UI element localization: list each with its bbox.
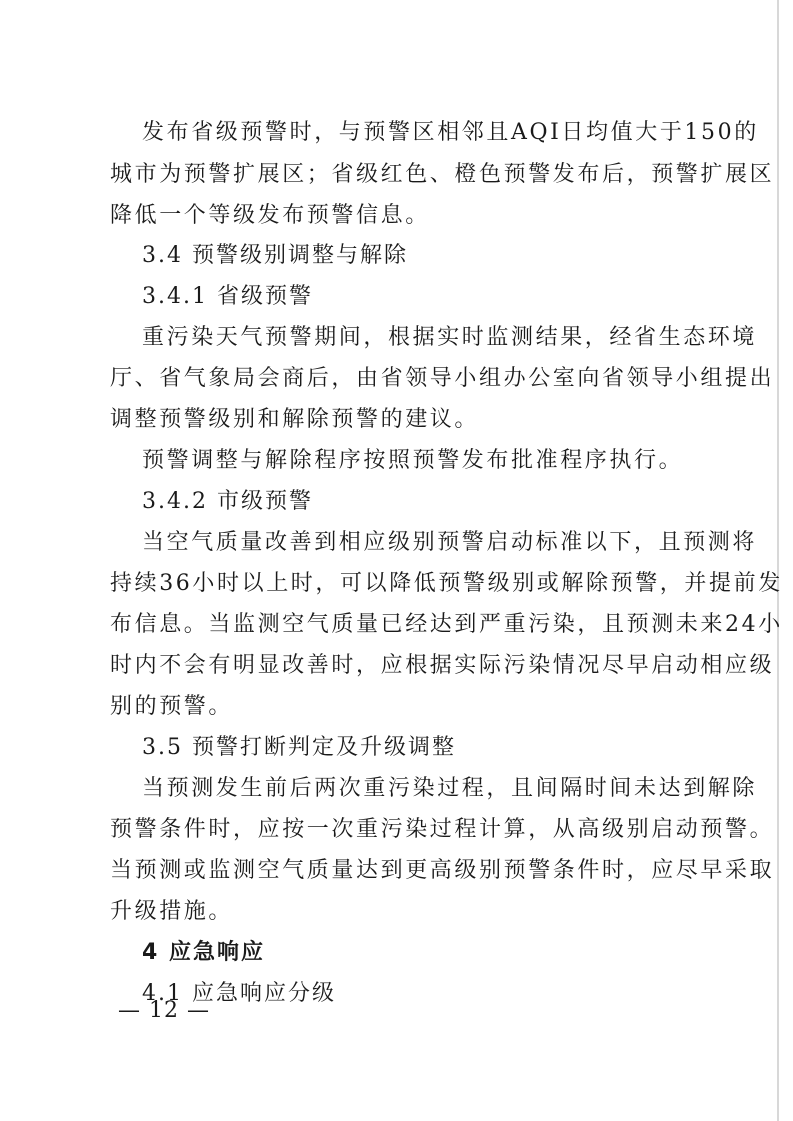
paragraph-line: 时内不会有明显改善时，应根据实际污染情况尽早启动相应级: [110, 653, 775, 678]
section-heading-3-4: 3.4 预警级别调整与解除: [142, 243, 408, 268]
paragraph-line: 厅、省气象局会商后，由省领导小组办公室向省领导小组提出: [110, 366, 775, 391]
paragraph-line: 当空气质量改善到相应级别预警启动标准以下，且预测将: [142, 530, 758, 555]
paragraph-line: 预警条件时，应按一次重污染过程计算，从高级别启动预警。: [110, 817, 775, 842]
section-heading-4: 4 应急响应: [142, 940, 265, 965]
paragraph-line: 当预测发生前后两次重污染过程，且间隔时间未达到解除: [142, 776, 758, 801]
page-edge: [777, 0, 779, 1121]
paragraph-line: 降低一个等级发布预警信息。: [110, 203, 430, 228]
section-heading-3-5: 3.5 预警打断判定及升级调整: [142, 735, 456, 760]
paragraph-line: 预警调整与解除程序按照预警发布批准程序执行。: [142, 448, 684, 473]
paragraph-line: 布信息。当监测空气质量已经达到严重污染，且预测未来24小: [110, 612, 783, 637]
section-heading-4-1: 4.1 应急响应分级: [142, 981, 336, 1006]
paragraph-line: 升级措施。: [110, 899, 234, 924]
section-heading-3-4-1: 3.4.1 省级预警: [142, 284, 313, 309]
paragraph-line: 调整预警级别和解除预警的建议。: [110, 407, 480, 432]
paragraph-line: 别的预警。: [110, 694, 234, 719]
paragraph-line: 城市为预警扩展区；省级红色、橙色预警发布后，预警扩展区: [110, 162, 775, 187]
section-heading-3-4-2: 3.4.2 市级预警: [142, 489, 313, 514]
paragraph-line: 重污染天气预警期间，根据实时监测结果，经省生态环境: [142, 325, 758, 350]
page-number: — 12 —: [118, 998, 210, 1023]
paragraph-line: 发布省级预警时，与预警区相邻且AQI日均值大于150的: [142, 120, 759, 145]
paragraph-line: 当预测或监测空气质量达到更高级别预警条件时，应尽早采取: [110, 858, 775, 883]
paragraph-line: 持续36小时以上时，可以降低预警级别或解除预警，并提前发: [110, 571, 783, 596]
